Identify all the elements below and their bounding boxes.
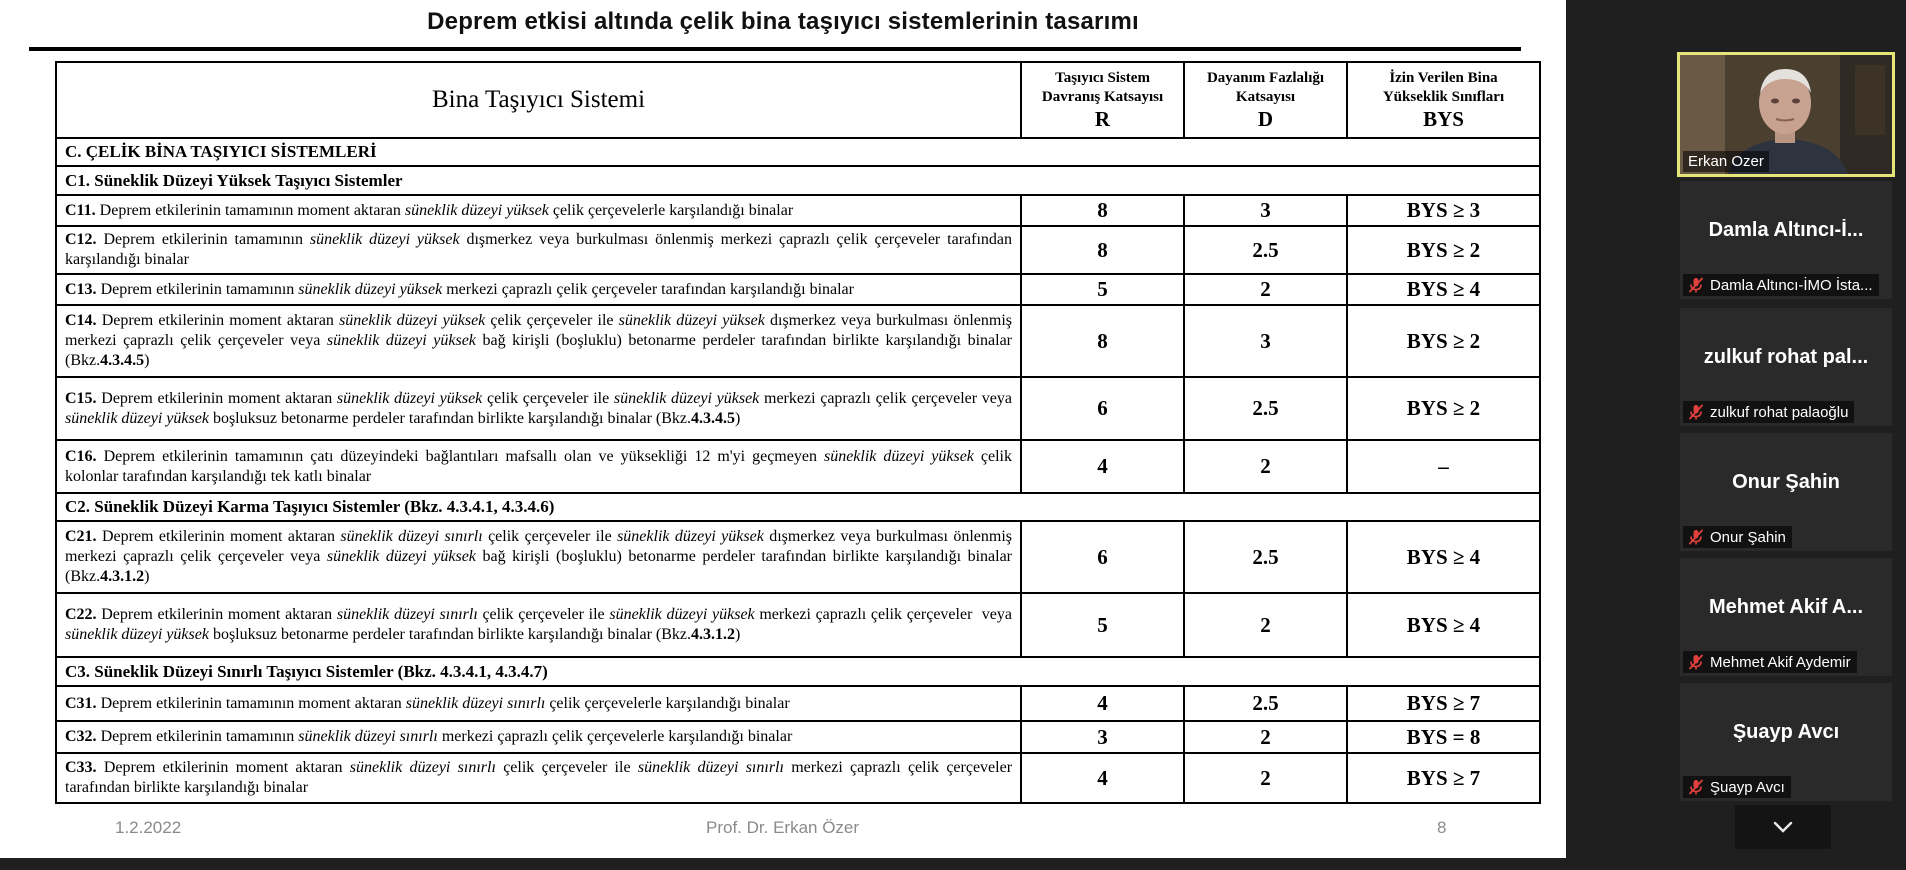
header-r (1021, 62, 1184, 138)
title-divider (29, 47, 1521, 51)
header-bys (1347, 62, 1540, 138)
participant-label-text: Şuayp Avcı (1710, 778, 1785, 796)
header-r-symbol: R (1094, 106, 1111, 131)
active-speaker-video[interactable] (1677, 52, 1895, 177)
d-value: 3 (1184, 195, 1347, 226)
participant-tile[interactable] (1680, 683, 1892, 801)
mic-muted-icon (1687, 276, 1705, 294)
system-code: C16. (65, 447, 97, 465)
mic-muted-icon (1687, 528, 1705, 546)
participant-label (1683, 401, 1854, 423)
d-value: 2.5 (1184, 686, 1347, 721)
system-description (56, 305, 1021, 377)
section-row (56, 657, 1540, 686)
header-bys-symbol: BYS (1423, 106, 1464, 131)
active-speaker-name: Erkan Ozer (1683, 151, 1769, 172)
footer-page-number: 8 (1437, 818, 1447, 837)
section-title: C2. Süneklik Düzeyi Karma Taşıyıcı Sistemler (Bkz. 4.3.4.1, 4.3.4.6) (56, 493, 1540, 521)
r-value: 8 (1021, 305, 1184, 377)
system-description (56, 686, 1021, 721)
header-bys-label: İzin Verilen Bina Yükseklik Sınıfları (1382, 69, 1505, 105)
participant-tile[interactable] (1680, 308, 1892, 426)
participant-label (1683, 274, 1879, 296)
chevron-down-icon (1772, 820, 1794, 834)
table-row (56, 686, 1540, 721)
header-d-label: Dayanım Fazlalığı Katsayısı (1206, 69, 1325, 105)
table-row (56, 305, 1540, 377)
d-value: 2.5 (1184, 377, 1347, 440)
system-text: Deprem etkilerinin tamamının süneklik düzeyi yüksek dışmerkez veya burkulması önlenmiş merkezi çaprazlı çelik çerçeveler tarafından karşılandığı binalar (65, 231, 1012, 268)
participant-label-text: Damla Altıncı-İMO İsta... (1710, 276, 1873, 294)
system-text: Deprem etkilerinin moment aktaran süneklik düzeyi yüksek çelik çerçeveler ile süneklik düzeyi yüksek dışmerkez veya burkulması önlenmiş merkezi çaprazlı çelik çerçeveler veya süneklik düzeyi yüksek bağ kirişli (boşluklu) betonarme perdeler tarafından birlikte karşılandığı binalar (Bkz.4.3.4.5) (65, 312, 1013, 369)
table-row (56, 593, 1540, 657)
section-title: C3. Süneklik Düzeyi Sınırlı Taşıyıcı Sistemler (Bkz. 4.3.4.1, 4.3.4.7) (56, 657, 1540, 686)
r-value: 8 (1021, 226, 1184, 274)
table-body (56, 138, 1540, 803)
participant-display-name: Şuayp Avcı (1732, 721, 1840, 743)
r-value: 8 (1021, 195, 1184, 226)
system-code: C33. (65, 759, 97, 776)
r-value: 6 (1021, 521, 1184, 593)
d-value: 2 (1184, 440, 1347, 493)
participant-label-text: zulkuf rohat palaoğlu (1710, 403, 1849, 421)
system-description (56, 226, 1021, 274)
section-title: C1. Süneklik Düzeyi Yüksek Taşıyıcı Sistemler (56, 166, 1540, 195)
slide-title: Deprem etkisi altında çelik bina taşıyıcı sistemlerinin tasarımı (427, 8, 1139, 35)
table-row (56, 377, 1540, 440)
bys-value: BYS ≥ 4 (1347, 593, 1540, 657)
system-code: C32. (65, 728, 97, 745)
r-value: 5 (1021, 274, 1184, 305)
table-row (56, 226, 1540, 274)
system-code: C13. (65, 280, 97, 298)
system-description (56, 440, 1021, 493)
bys-value: BYS ≥ 2 (1347, 226, 1540, 274)
main-section-title: C. ÇELİK BİNA TAŞIYICI SİSTEMLERİ (56, 138, 1540, 166)
bys-value: BYS ≥ 7 (1347, 686, 1540, 721)
system-text: Deprem etkilerinin tamamının moment aktaran süneklik düzeyi yüksek çelik çerçevelerle karşılandığı binalar (95, 201, 794, 219)
scroll-down-button[interactable] (1735, 805, 1831, 849)
table-header-row (56, 62, 1540, 138)
participant-display-name: zulkuf rohat pal... (1703, 346, 1869, 368)
d-value: 2.5 (1184, 226, 1347, 274)
system-text: Deprem etkilerinin tamamının çatı düzeyindeki bağlantıları mafsallı olan ve yüksekliği 12 m'yi geçmeyen süneklik düzeyi yüksek çelik kolonlar tarafından karşılandığı tek katlı binalar (65, 447, 1013, 485)
mic-muted-icon (1687, 403, 1705, 421)
participant-display-name: Damla Altıncı-İ... (1708, 219, 1864, 241)
bys-value: BYS ≥ 7 (1347, 753, 1540, 803)
header-d (1184, 62, 1347, 138)
system-code: C14. (65, 312, 97, 329)
r-value: 3 (1021, 721, 1184, 753)
footer-author: Prof. Dr. Erkan Özer (706, 818, 860, 837)
d-value: 2 (1184, 593, 1347, 657)
header-d-symbol: D (1257, 106, 1274, 131)
d-value: 2 (1184, 274, 1347, 305)
table-row (56, 521, 1540, 593)
system-code: C12. (65, 231, 97, 248)
system-description (56, 521, 1021, 593)
d-value: 2.5 (1184, 521, 1347, 593)
table-row (56, 274, 1540, 305)
table-row (56, 440, 1540, 493)
participant-label-text: Mehmet Akif Aydemir (1710, 653, 1851, 671)
system-description (56, 753, 1021, 803)
participant-display-name: Mehmet Akif A... (1708, 596, 1864, 618)
structural-systems-table (55, 61, 1541, 804)
participant-display-name: Onur Şahin (1732, 471, 1840, 493)
bys-value: BYS ≥ 2 (1347, 377, 1540, 440)
system-text: Deprem etkilerinin moment aktaran süneklik düzeyi sınırlı çelik çerçeveler ile süneklik düzeyi sınırlı merkezi çaprazlı çelik çerçeveler tarafından birlikte karşılandığı binalar (65, 759, 1013, 796)
system-description (56, 377, 1021, 440)
system-code: C31. (65, 694, 97, 712)
bys-value: BYS ≥ 4 (1347, 274, 1540, 305)
participant-label-text: Onur Şahin (1710, 528, 1786, 546)
system-text: Deprem etkilerinin tamamının süneklik düzeyi yüksek merkezi çaprazlı çelik çerçeveler tarafından karşılandığı binalar (96, 280, 854, 298)
participant-tile[interactable] (1680, 558, 1892, 676)
bys-value: – (1347, 440, 1540, 493)
participant-label (1683, 776, 1791, 798)
table-row (56, 195, 1540, 226)
r-value: 6 (1021, 377, 1184, 440)
system-code: C21. (65, 528, 97, 545)
system-code: C11. (65, 201, 96, 219)
r-value: 5 (1021, 593, 1184, 657)
system-text: Deprem etkilerinin moment aktaran süneklik düzeyi sınırlı çelik çerçeveler ile süneklik düzeyi yüksek merkezi çaprazlı çelik çerçeveler veya süneklik düzeyi yüksek boşluksuz betonarme perdeler tarafından birlikte karşılandığı binalar (Bkz.4.3.1.2) (65, 606, 1012, 643)
system-description (56, 593, 1021, 657)
system-text: Deprem etkilerinin moment aktaran süneklik düzeyi sınırlı çelik çerçeveler ile süneklik düzeyi yüksek dışmerkez veya burkulması önlenmiş merkezi çaprazlı çelik çerçeveler veya süneklik düzeyi yüksek bağ kirişli (boşluklu) betonarme perdeler tarafından birlikte karşılandığı binalar (Bkz.4.3.1.2) (65, 528, 1013, 585)
system-code: C22. (65, 606, 97, 623)
table-row (56, 721, 1540, 753)
d-value: 2 (1184, 753, 1347, 803)
bys-value: BYS ≥ 2 (1347, 305, 1540, 377)
participant-label (1683, 526, 1792, 548)
system-text: Deprem etkilerinin tamamının süneklik düzeyi sınırlı merkezi çaprazlı çelik çerçevelerle karşılandığı binalar (96, 728, 793, 745)
mic-muted-icon (1687, 778, 1705, 796)
system-text: Deprem etkilerinin tamamının moment aktaran süneklik düzeyi sınırlı çelik çerçevelerle karşılandığı binalar (96, 694, 790, 712)
system-description (56, 274, 1021, 305)
d-value: 2 (1184, 721, 1347, 753)
system-description (56, 195, 1021, 226)
footer-date: 1.2.2022 (115, 818, 182, 837)
main-section-row (56, 138, 1540, 166)
header-system: Bina Taşıyıcı Sistemi (56, 62, 1021, 138)
r-value: 4 (1021, 440, 1184, 493)
participant-label (1683, 651, 1857, 673)
table-row (56, 753, 1540, 803)
bys-value: BYS = 8 (1347, 721, 1540, 753)
section-row (56, 166, 1540, 195)
d-value: 3 (1184, 305, 1347, 377)
system-text: Deprem etkilerinin moment aktaran süneklik düzeyi yüksek çelik çerçeveler ile süneklik düzeyi yüksek merkezi çaprazlı çelik çerçeveler veya süneklik düzeyi yüksek boşluksuz betonarme perdeler tarafından birlikte karşılandığı binalar (Bkz.4.3.4.5) (65, 389, 1012, 427)
system-description (56, 721, 1021, 753)
r-value: 4 (1021, 753, 1184, 803)
system-code: C15. (65, 389, 97, 407)
participant-tile[interactable] (1680, 433, 1892, 551)
bys-value: BYS ≥ 4 (1347, 521, 1540, 593)
section-row (56, 493, 1540, 521)
header-r-label: Taşıyıcı Sistem Davranış Katsayısı (1041, 69, 1164, 105)
mic-muted-icon (1687, 653, 1705, 671)
participant-tile[interactable] (1680, 181, 1892, 299)
r-value: 4 (1021, 686, 1184, 721)
bys-value: BYS ≥ 3 (1347, 195, 1540, 226)
